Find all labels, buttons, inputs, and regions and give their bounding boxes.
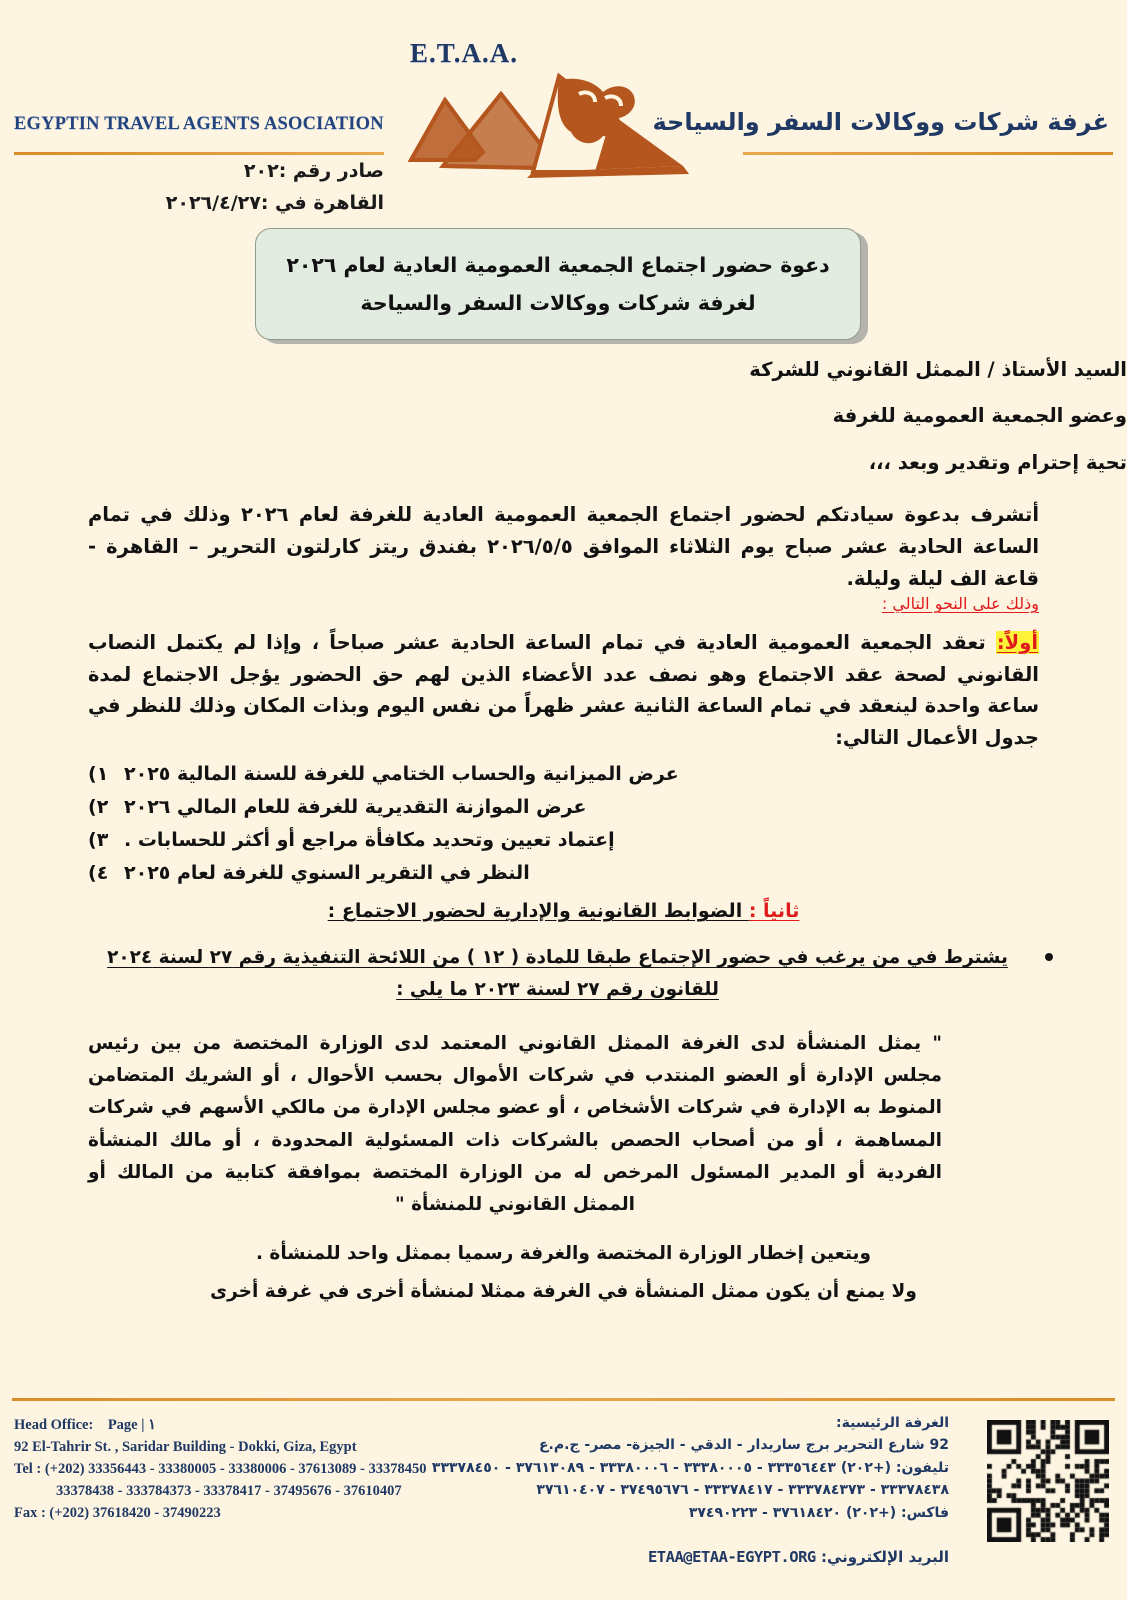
firstly-marker: أولاً:	[996, 631, 1038, 655]
footer-tel-line-1-ar: (+٢٠٢) ٣٣٣٥٦٤٤٣ - ٣٣٣٨٠٠٠٥ - ٣٣٣٨٠٠٠٦ - ٣٧٦١٣٠٨٩ - ٣٣٣٧٨٤٥٠	[431, 1459, 892, 1476]
law-quotation: " يمثل المنشأة لدى الغرفة الممثل القانوني المعتمد لدى الوزارة المختصة من بين رئيس مجلس الإدارة أو العضو المنتدب في شركات الأموال بحسب الأحوال ، أو الشريك المتضامن المنوط به الإدارة في شركات الأشخاص ، أو عضو مجلس الإدارة من مالكي الأسهم في شركات المساهمة ، أو من أصحاب الحصص بالشركات ذات المسئولية المحدودة ، أو مالك المنشأة الفردية أو المدير المسئول المرخص له من الوزارة المختصة بموافقة كتابية من المالك أو الممثل القانوني للمنشأة "	[88, 1033, 942, 1216]
footer-address-ar: 92 شارع التحرير برج ساريدار - الدقي - الجيزة- مصر- ج.م.ع	[538, 1437, 949, 1454]
footer-tel-line-1-en: Tel : (+202) 33356443 - 33380005 - 33380006 - 37613089 - 33378450	[14, 1461, 427, 1478]
secondly-heading	[0, 900, 1127, 922]
bullet-dot-icon	[1045, 953, 1053, 961]
agenda-item	[88, 796, 977, 818]
closing-notes	[0, 1239, 1127, 1306]
footer-tel-row-1-ar	[429, 1457, 949, 1479]
agenda-item-number: ٢)	[88, 796, 109, 819]
footer-fax-label-ar: فاكس:	[901, 1504, 949, 1521]
footer-tel-label-ar: تليفون:	[895, 1459, 949, 1476]
footer-email-label-ar: البريد الإلكتروني:	[821, 1548, 949, 1566]
agenda-list	[0, 763, 1127, 884]
letterhead-header	[0, 0, 1127, 232]
etaa-acronym-text: E.T.A.A.	[410, 38, 519, 68]
agenda-item-text: النظر في التقرير السنوي للغرفة لعام ٢٠٢٥	[124, 862, 530, 885]
footer-tel-line-2-en: 33378438 - 333784373 - 33378417 - 37495676 - 37610407	[56, 1483, 402, 1500]
issue-date: القاهرة في :٢٠٢٦/٤/٢٧	[165, 192, 384, 214]
letterhead-footer	[0, 1398, 1127, 1600]
footer-email-address[interactable]: ETAA@ETAA-EGYPT.ORG	[647, 1548, 816, 1566]
closing-line-1: ويتعين إخطار الوزارة المختصة والغرفة رسميا بممثل واحد للمنشأة .	[255, 1243, 872, 1265]
closing-line-2: ولا يمنع أن يكون ممثل المنشأة في الغرفة ممثلا لمنشأة أخرى في غرفة أخرى	[210, 1280, 917, 1302]
footer-email-row	[648, 1548, 949, 1566]
requirement-bullet	[0, 942, 1127, 1006]
as-follows-heading-wrap	[0, 594, 1127, 613]
agenda-item-text: عرض الميزانية والحساب الختامي للغرفة للسنة المالية ٢٠٢٥	[124, 763, 679, 786]
footer-tel-line-2-ar: ٣٣٣٧٨٤٣٨ - ٣٣٣٧٨٤٣٧٣ - ٣٣٣٧٨٤١٧ - ٣٧٤٩٥٦٧٦ - ٣٧٦١٠٤٠٧	[536, 1482, 949, 1499]
footer-fax-en: Fax : (+202) 37618420 - 37490223	[14, 1505, 221, 1522]
agenda-item-text: إعتماد تعيين وتحديد مكافأة مراجع أو أكثر للحسابات .	[124, 829, 615, 852]
title-line-1: دعوة حضور اجتماع الجمعية العمومية العادية لعام ٢٠٢٦	[286, 253, 830, 277]
footer-fax-row-ar	[429, 1502, 949, 1524]
agenda-item	[88, 763, 977, 785]
footer-arabic-block	[429, 1412, 949, 1524]
secondly-text: الضوابط القانونية والإدارية لحضور الاجتماع :	[327, 900, 749, 923]
footer-address-en: 92 El-Tahrir St. , Saridar Building - Dokki, Giza, Egypt	[14, 1439, 357, 1456]
salutation-line-3: تحية إحترام وتقدير وبعد ،،،	[868, 450, 1127, 474]
footer-fax-line-ar: (+٢٠٢) ٣٧٦١٨٤٢٠ - ٣٧٤٩٠٢٢٣	[688, 1504, 897, 1521]
header-rule-right	[743, 152, 1113, 155]
footer-head-office-label-ar: الغرفة الرئيسية:	[836, 1415, 949, 1431]
footer-rule	[12, 1398, 1115, 1401]
page-number-label: Page | ١	[107, 1417, 156, 1433]
agenda-item	[88, 862, 977, 884]
document-body	[0, 352, 1127, 1314]
footer-head-office-label: Head Office:	[14, 1417, 94, 1433]
secondly-marker: ثانياً :	[748, 900, 800, 923]
invitation-paragraph: أتشرف بدعوة سيادتكم لحضور اجتماع الجمعية العمومية العادية للغرفة لعام ٢٠٢٦ وذلك في تمام الساعة الحادية عشر صباح يوم الثلاثاء الموافق ٢٠٢٦/٥/٥ بفندق ريتز كارلتون التحرير – القاهرة - قاعة الف ليلة وليلة.	[88, 503, 1040, 590]
etaa-logo	[383, 18, 723, 178]
agenda-item-number: ١)	[88, 763, 109, 786]
firstly-paragraph	[0, 627, 1127, 753]
salutation-line-1: السيد الأستاذ / الممثل القانوني للشركة	[749, 358, 1127, 381]
header-rule-left	[14, 152, 384, 155]
association-arabic-name: غرفة شركات ووكالات السفر والسياحة	[652, 108, 1109, 136]
salutation-line-2: وعضو الجمعية العمومية للغرفة	[832, 404, 1127, 428]
association-english-name: EGYPTIN TRAVEL AGENTS ASOCIATION	[14, 114, 384, 134]
firstly-text: تعقد الجمعية العمومية العادية في تمام الساعة الحادية عشر صباحاً ، وإذا لم يكتمل النصاب القانوني لصحة عقد الاجتماع وهو نصف عدد الأعضاء الذين لهم حق الحضور يؤجل الاجتماع لمدة ساعة واحدة لينعقد في تمام الساعة الثانية عشر ظهراً من نفس اليوم وبذات المكان وذلك للنظر في جدول الأعمال التالي:	[88, 631, 1039, 749]
requirement-line-2: للقانون رقم ٢٧ لسنة ٢٠٢٣ ما يلي :	[396, 979, 719, 1001]
agenda-item	[88, 829, 977, 851]
reference-number: صادر رقم :٢٠٢	[243, 160, 384, 182]
qr-code[interactable]	[987, 1420, 1109, 1542]
title-line-2: لغرفة شركات ووكالات السفر والسياحة	[360, 291, 756, 315]
document-title-box	[255, 228, 861, 340]
as-follows-heading: وذلك على النحو التالي :	[881, 594, 1039, 614]
agenda-item-number: ٣)	[88, 829, 109, 852]
agenda-item-text: عرض الموازنة التقديرية للغرفة للعام المالي ٢٠٢٦	[124, 796, 587, 819]
qr-code-canvas	[987, 1420, 1109, 1542]
requirement-line-1: يشترط في من يرغب في حضور الإجتماع طبقا للمادة ( ١٢ ) من اللائحة التنفيذية رقم ٢٧ لسنة ٢٠٢٤	[107, 947, 1008, 969]
agenda-item-number: ٤)	[88, 862, 109, 885]
